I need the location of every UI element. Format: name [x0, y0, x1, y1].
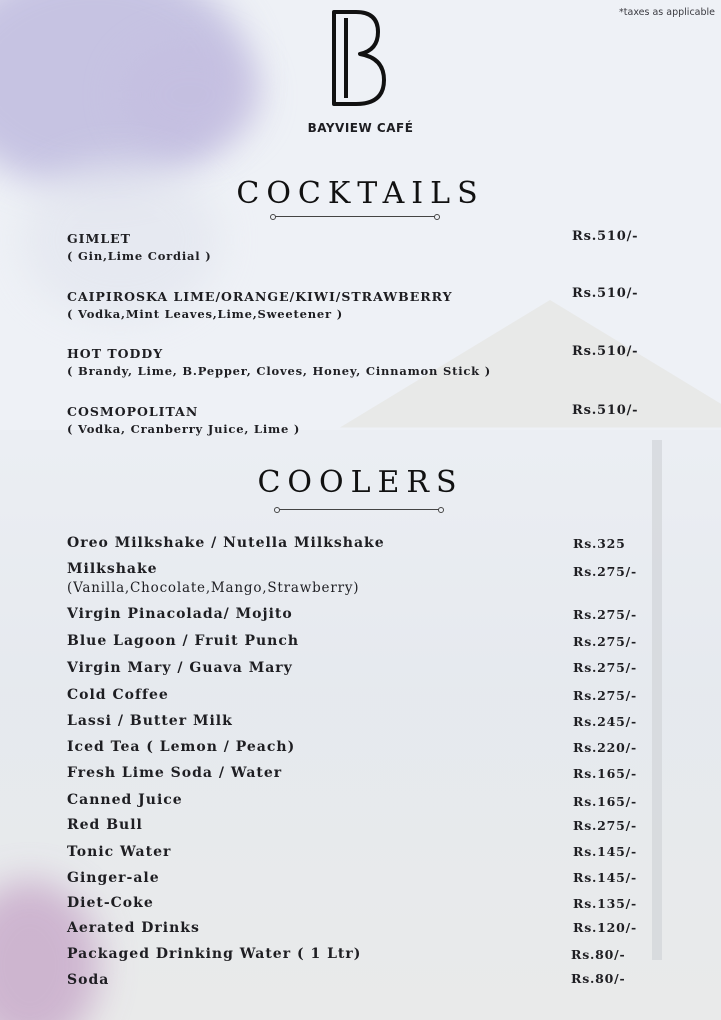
cooler-item-price: Rs.245/- — [573, 714, 638, 729]
cooler-item-name: Canned Juice — [67, 792, 183, 808]
tax-note: *taxes as applicable — [619, 7, 715, 18]
item-desc: ( Brandy, Lime, B.Pepper, Cloves, Honey, Cinnamon Stick ) — [67, 364, 491, 378]
cooler-item-price: Rs.275/- — [573, 688, 638, 703]
cooler-item-name: Milkshake — [67, 561, 158, 577]
cocktail-item — [67, 346, 491, 378]
cooler-item-price: Rs.145/- — [573, 844, 638, 859]
cooler-item-price: Rs.135/- — [573, 896, 638, 911]
item-price: Rs.510/- — [572, 403, 639, 418]
cooler-item-price: Rs.145/- — [573, 870, 638, 885]
item-name: GIMLET — [67, 231, 131, 246]
item-desc: ( Gin,Lime Cordial ) — [67, 249, 212, 263]
cocktail-item — [67, 404, 300, 436]
item-desc: ( Vodka, Cranberry Juice, Lime ) — [67, 422, 301, 436]
cocktails-heading: COCKTAILS — [236, 176, 485, 211]
cooler-item-name: Lassi / Butter Milk — [67, 713, 233, 729]
cooler-item-name: Soda — [67, 972, 110, 988]
item-price: Rs.510/- — [572, 229, 639, 244]
cooler-item-price: Rs.165/- — [573, 766, 638, 781]
cooler-item-name: Packaged Drinking Water ( 1 Ltr) — [67, 946, 362, 962]
cooler-item-price: Rs.220/- — [573, 740, 638, 755]
cooler-item-name: Tonic Water — [67, 844, 172, 860]
cooler-item-price: Rs.80/- — [571, 971, 626, 986]
cooler-item-name: Virgin Pinacolada/ Mojito — [67, 606, 293, 622]
cooler-item-price: Rs.275/- — [573, 634, 638, 649]
item-price: Rs.510/- — [572, 286, 639, 301]
cooler-item-name: Ginger-ale — [67, 870, 160, 886]
item-name: CAIPIROSKA LIME/ORANGE/KIWI/STRAWBERRY — [67, 289, 453, 304]
bayview-logo — [326, 6, 390, 110]
cooler-item-name: Red Bull — [67, 817, 143, 833]
cooler-item-price: Rs.120/- — [573, 920, 638, 935]
cooler-item-name: Cold Coffee — [67, 687, 169, 703]
cooler-item-price: Rs.275/- — [573, 818, 638, 833]
cooler-item-price: Rs.275/- — [573, 660, 638, 675]
heading-divider — [275, 216, 435, 217]
cooler-item-name: Blue Lagoon / Fruit Punch — [67, 633, 300, 649]
cooler-item-detail: (Vanilla,Chocolate,Mango,Strawberry) — [67, 580, 360, 596]
cocktail-item — [67, 289, 453, 321]
cooler-item-name: Fresh Lime Soda / Water — [67, 765, 283, 781]
cocktail-item — [67, 231, 212, 263]
cooler-item-price: Rs.165/- — [573, 794, 638, 809]
cooler-item-name: Virgin Mary / Guava Mary — [67, 660, 293, 676]
cafe-name: BAYVIEW CAFÉ — [307, 121, 414, 135]
cooler-item-price: Rs.275/- — [573, 607, 638, 622]
cooler-item-name: Iced Tea ( Lemon / Peach) — [67, 739, 296, 755]
coolers-heading: COOLERS — [257, 465, 464, 500]
item-name: COSMOPOLITAN — [67, 404, 199, 419]
cooler-item-price: Rs.80/- — [571, 947, 626, 962]
item-price: Rs.510/- — [572, 344, 639, 359]
item-desc: ( Vodka,Mint Leaves,Lime,Sweetener ) — [67, 307, 343, 321]
item-name: HOT TODDY — [67, 346, 164, 361]
cooler-item-name: Aerated Drinks — [67, 920, 200, 936]
heading-divider — [279, 509, 439, 510]
cooler-item-name: Oreo Milkshake / Nutella Milkshake — [67, 535, 385, 551]
cooler-item-name: Diet-Coke — [67, 895, 154, 911]
cooler-item-price: Rs.325 — [573, 536, 626, 551]
cooler-item-price: Rs.275/- — [573, 564, 638, 579]
